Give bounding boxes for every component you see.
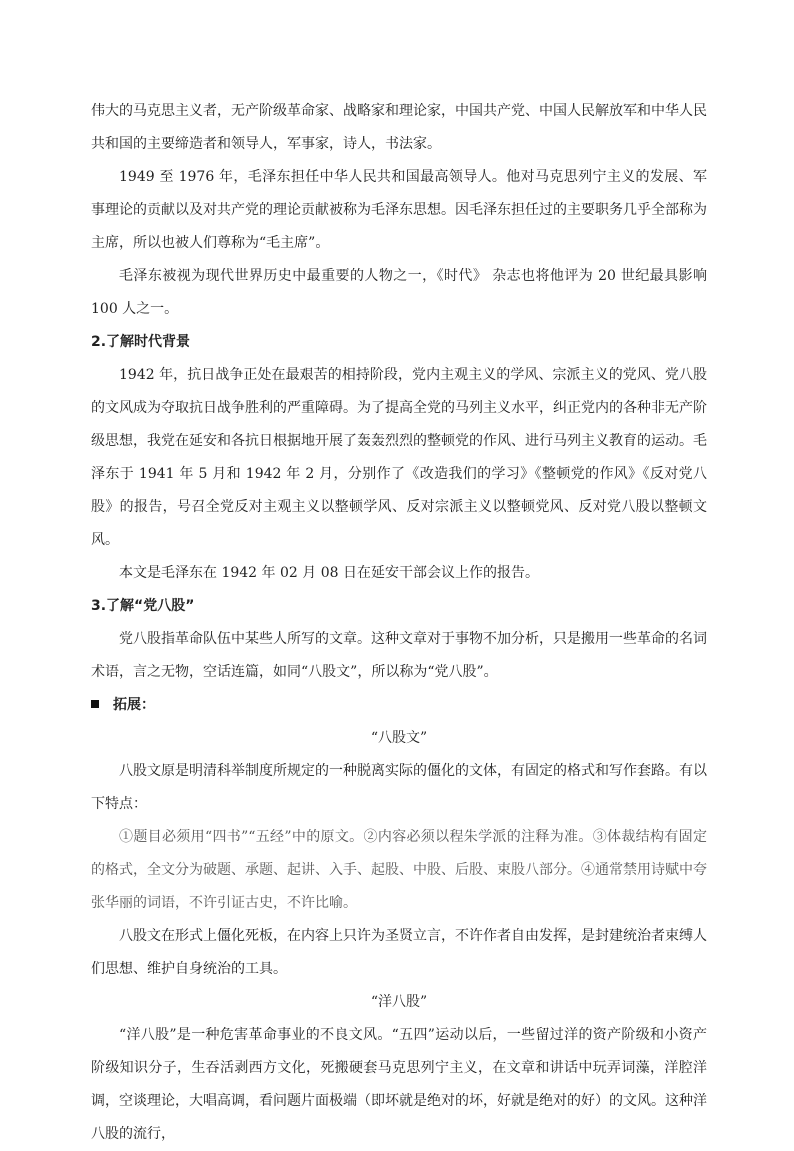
document-body (91, 95, 707, 1151)
paragraph-yangbagu: “洋八股”是一种危害革命事业的不良文风。“五四”运动以后，一些留过洋的资产阶级和小资产阶级知识分子，生吞活剥西方文化，死搬硬套马克思列宁主义，在文章和讲话中玩弄词藻，洋腔洋调，空谈理论，大唱高调，看问题片面极端（即坏就是绝对的坏，好就是绝对的好）的文风。这种洋八股的流行， (91, 1027, 707, 1142)
paragraph-intro: 伟大的马克思主义者，无产阶级革命家、战略家和理论家，中国共产党、中国人民解放军和中华人民共和国的主要缔造者和领导人，军事家，诗人，书法家。 (91, 103, 707, 152)
section-heading-dangbagu: 3.了解“党八股” (91, 598, 195, 614)
expand-label: 拓展： (113, 697, 155, 713)
paragraph-baguwen-summary: 八股文在形式上僵化死板，在内容上只许为圣贤立言，不许作者自由发挥，是封建统治者束缚人们思想、维护自身统治的工具。 (91, 928, 707, 977)
section-heading-background: 2.了解时代背景 (91, 334, 191, 350)
paragraph-dangbagu: 党八股指革命队伍中某些人所写的文章。这种文章对于事物不加分析，只是搬用一些革命的名词术语，言之无物，空话连篇，如同“八股文”，所以称为“党八股”。 (91, 631, 707, 680)
expand-heading (91, 689, 707, 722)
paragraph-leader: 1949 至 1976 年，毛泽东担任中华人民共和国最高领导人。他对马克思列宁主义的发展、军事理论的贡献以及对共产党的理论贡献被称为毛泽东思想。因毛泽东担任过的主要职务几乎全部称为主席，所以也被人们尊称为“毛主席”。 (91, 169, 707, 251)
paragraph-time-magazine: 毛泽东被视为现代世界历史中最重要的人物之一，《时代》 杂志也将他评为 20 世纪最具影响 100 人之一。 (91, 268, 707, 317)
paragraph-baguwen-features: ①题目必须用“四书”“五经”中的原文。②内容必须以程朱学派的注释为准。③体裁结构有固定的格式，全文分为破题、承题、起讲、入手、起股、中股、后股、束股八部分。④通常禁用诗赋中夸张华丽的词语，不许引证古史，不许比喻。 (91, 829, 707, 911)
paragraph-background: 1942 年，抗日战争正处在最艰苦的相持阶段，党内主观主义的学风、宗派主义的党风、党八股的文风成为夺取抗日战争胜利的严重障碍。为了提高全党的马列主义水平，纠正党内的各种非无产阶级思想，我党在延安和各抗日根据地开展了轰轰烈烈的整顿党的作风、进行马列主义教育的运动。毛泽东于 1941 年 5 月和 1942 年 2 月，分别作了《改造我们的学习》《整顿党的作风》《反对党八股》的报告，号召全党反对主观主义以整顿学风、反对宗派主义以整顿党风、反对党八股以整顿文风。 (91, 367, 707, 548)
subtitle-baguwen: “八股文” (370, 730, 428, 746)
paragraph-baguwen: 八股文原是明清科举制度所规定的一种脱离实际的僵化的文体，有固定的格式和写作套路。有以下特点： (91, 763, 707, 812)
paragraph-report-date: 本文是毛泽东在 1942 年 02 月 08 日在延安干部会议上作的报告。 (119, 565, 539, 581)
square-bullet-icon (91, 700, 99, 708)
subtitle-yangbagu: “洋八股” (370, 994, 428, 1010)
